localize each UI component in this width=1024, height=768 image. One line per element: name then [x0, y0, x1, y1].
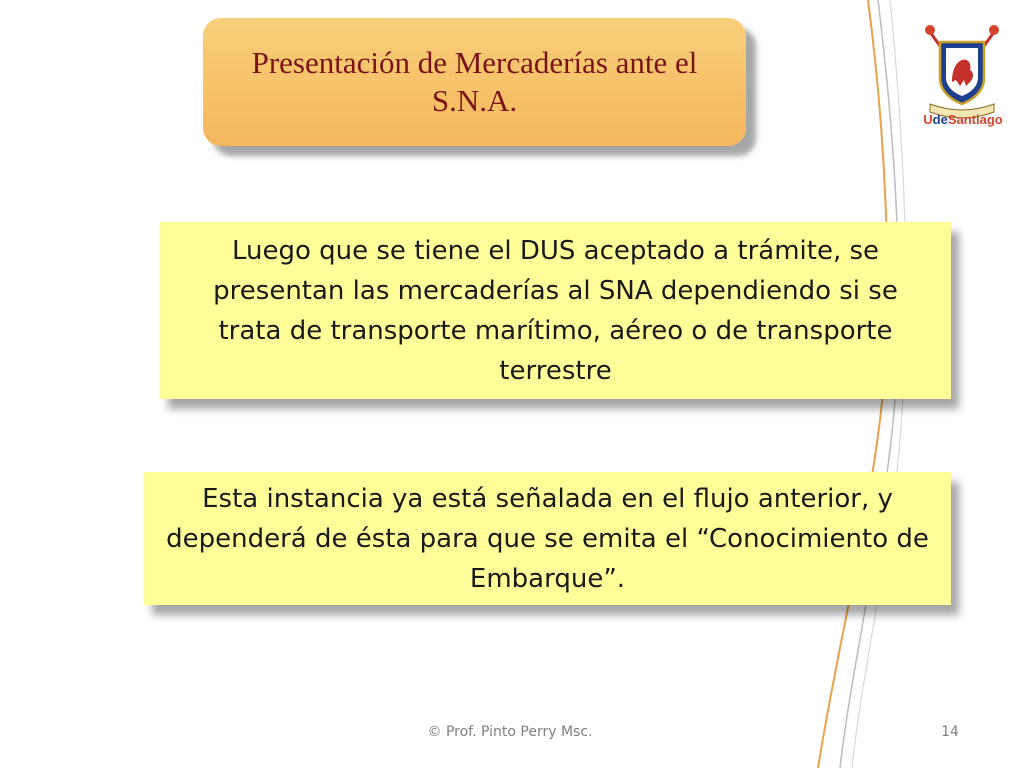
text-box-1 [160, 222, 951, 399]
footer-text: © Prof. Pinto Perry Msc. [427, 724, 593, 740]
slide-title: Presentación de Mercaderías ante el S.N.A. [251, 45, 698, 118]
page-number: 14 [941, 724, 959, 740]
title-box [203, 18, 746, 146]
logo-name: UdeSantiago [923, 112, 1003, 127]
text-box-2 [144, 472, 951, 605]
paragraph-1: Luego que se tiene el DUS aceptado a trámite, se presentan las mercaderías al SNA dependiendo si se trata de transporte marítimo, aéreo o de transporte terrestre [213, 235, 898, 386]
paragraph-2: Esta instancia ya está señalada en el flujo anterior, y dependerá de ésta para que se emita el “Conocimiento de Embarque”. [166, 483, 929, 594]
